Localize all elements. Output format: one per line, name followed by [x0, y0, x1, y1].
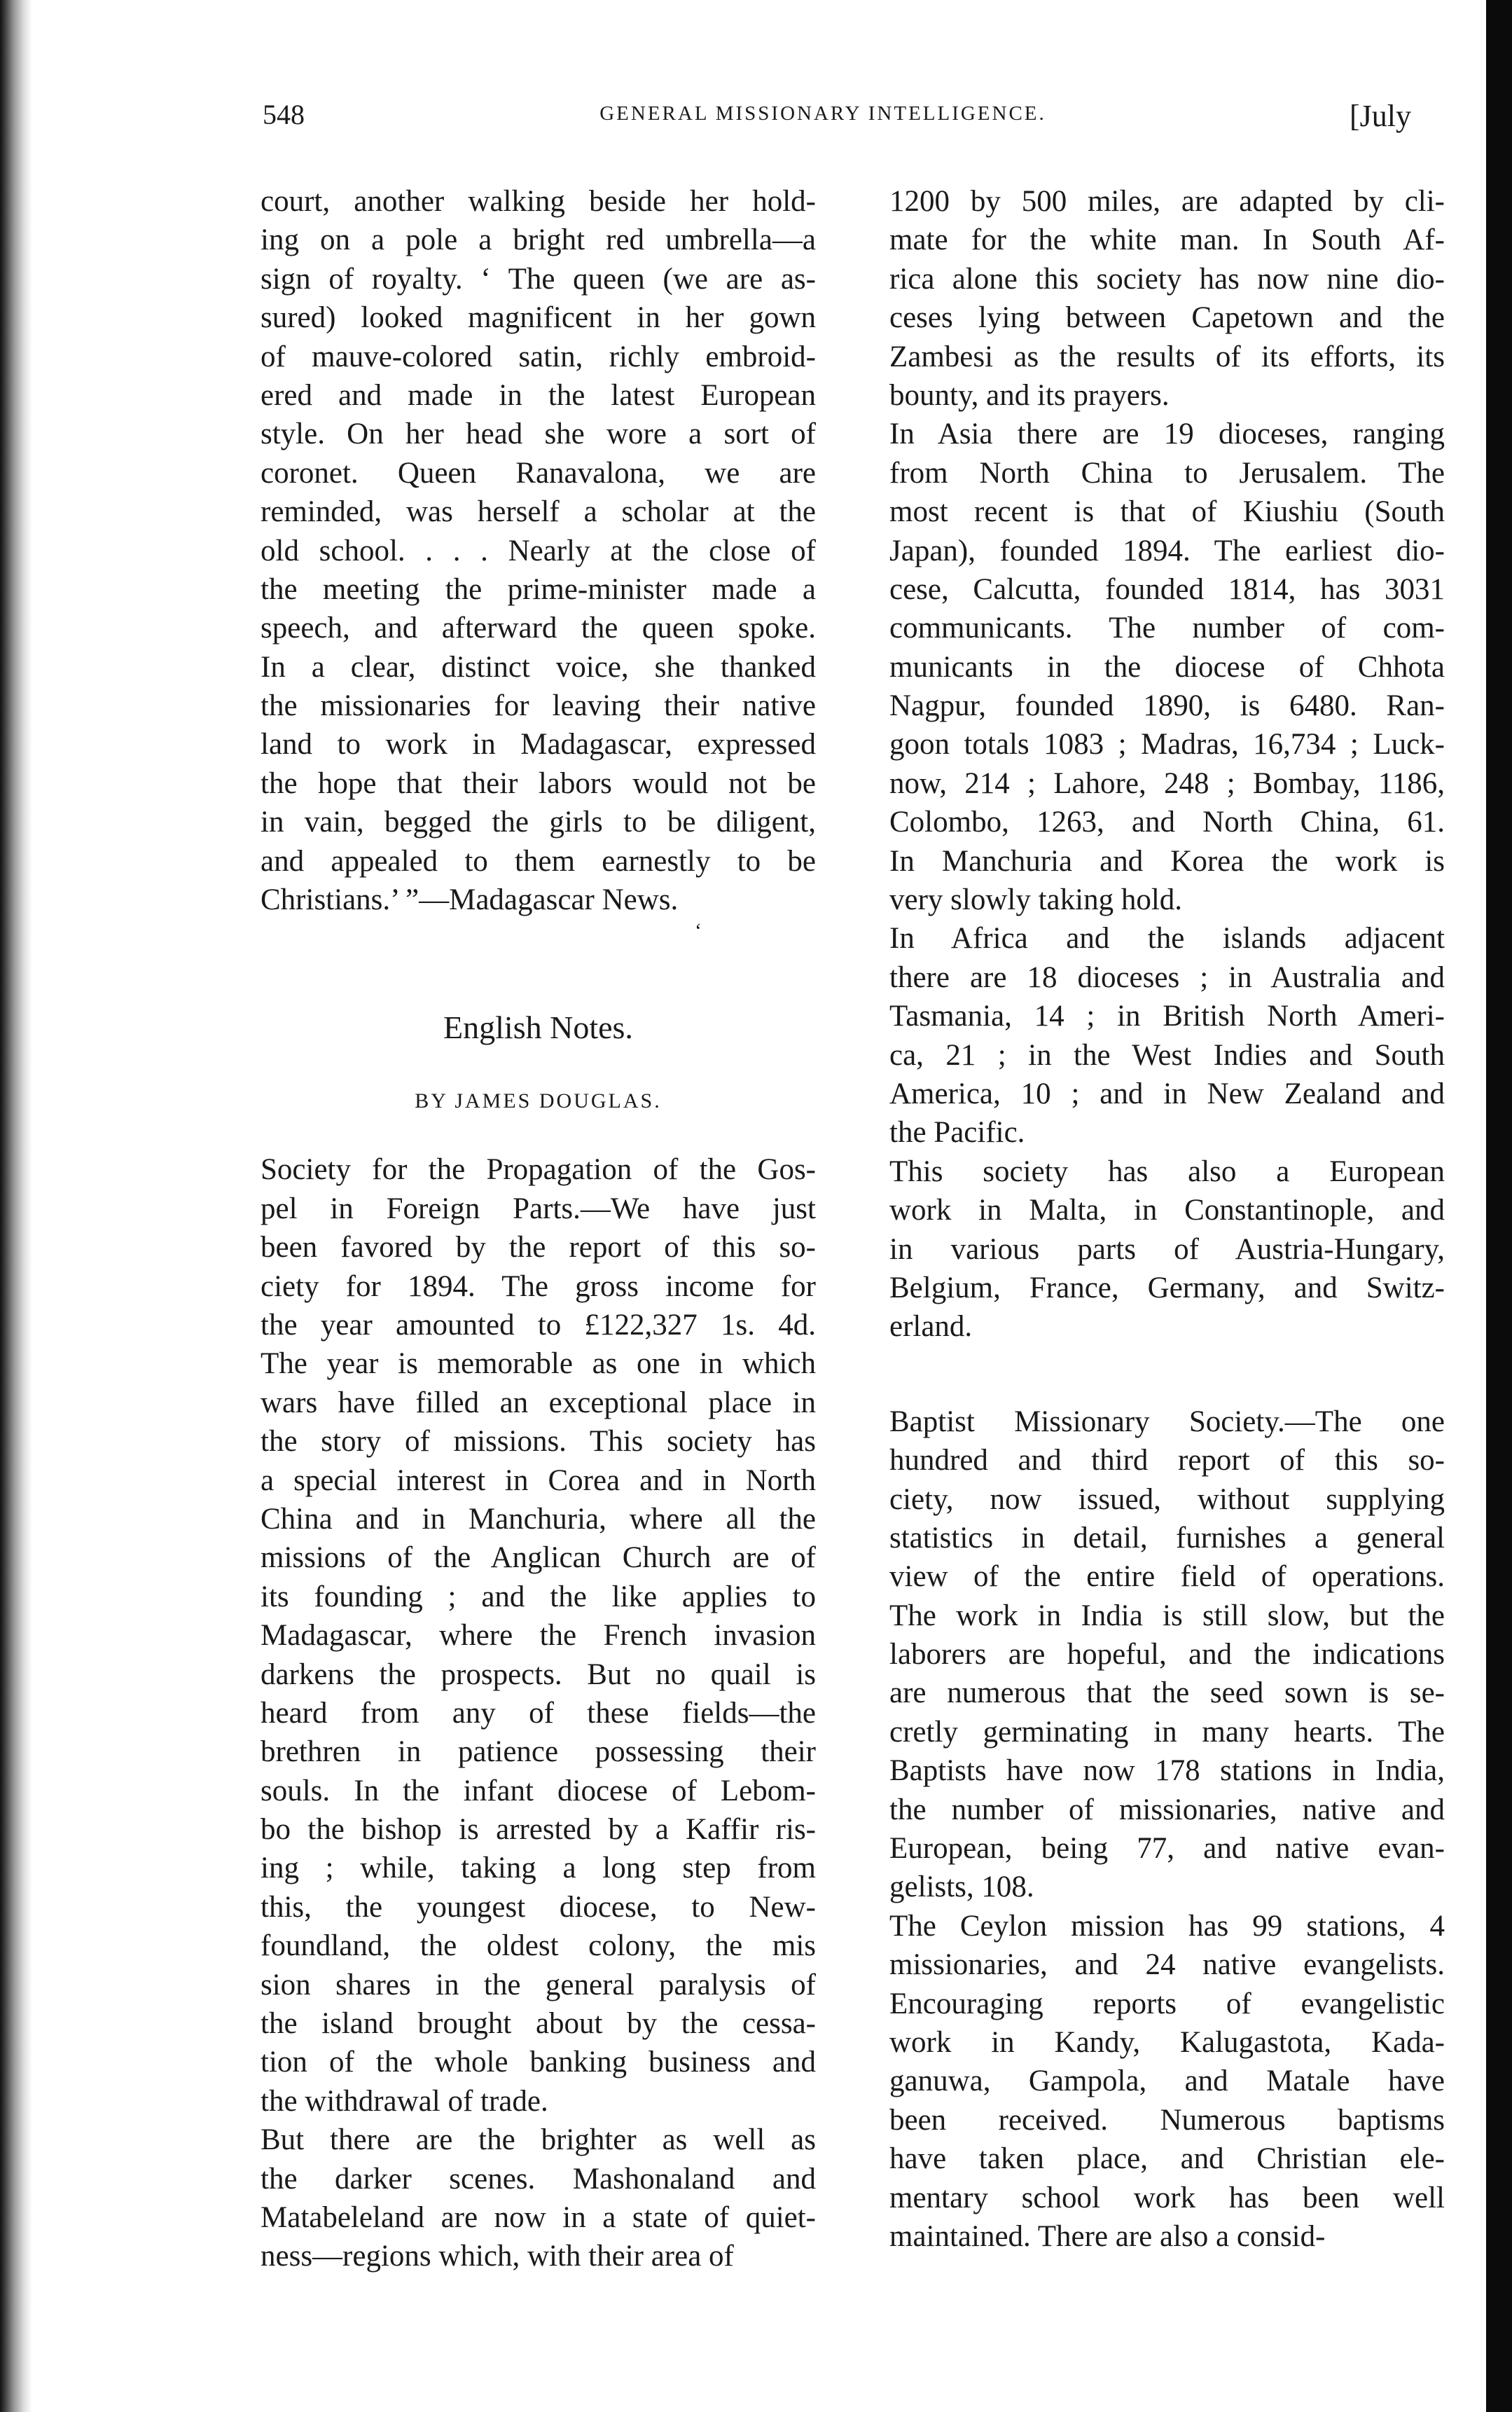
text-line: been received. Numerous baptisms: [889, 2103, 1445, 2137]
text-line: and appealed to them earnestly to be: [261, 844, 816, 878]
text-line: America, 10 ; and in New Zealand and: [889, 1077, 1445, 1110]
text-line: are numerous that the seed sown is se-: [889, 1676, 1445, 1710]
text-line: ing ; while, taking a long step from: [261, 1852, 816, 1885]
text-line: ness—regions which, with their area of: [261, 2240, 734, 2273]
text-line: reminded, was herself a scholar at the: [261, 495, 816, 529]
running-title: GENERAL MISSIONARY INTELLIGENCE.: [599, 102, 1046, 125]
text-line: Encouraging reports of evangelistic: [889, 1987, 1445, 2020]
text-line: foundland, the oldest colony, the mis: [261, 1929, 816, 1963]
text-line: Madagascar, where the French invasion: [261, 1619, 816, 1653]
text-line: laborers are hopeful, and the indications: [889, 1638, 1445, 1672]
text-line: in vain, begged the girls to be diligent,: [261, 806, 816, 839]
text-line: missions of the Anglican Church are of: [261, 1541, 816, 1575]
text-line: Zambesi as the results of its efforts, its: [889, 340, 1445, 373]
text-line: heard from any of these fields—the: [261, 1696, 816, 1730]
text-line: Colombo, 1263, and North China, 61.: [889, 806, 1445, 839]
page-header: [263, 98, 1411, 140]
text-line: there are 18 dioceses ; in Australia and: [889, 960, 1445, 994]
text-line: pel in Foreign Parts.—We have just: [261, 1192, 816, 1225]
text-line: European, being 77, and native evan-: [889, 1832, 1445, 1866]
text-line: most recent is that of Kiushiu (South: [889, 495, 1445, 529]
text-line: The Ceylon mission has 99 stations, 4: [889, 1909, 1445, 1943]
text-line: communicants. The number of com-: [889, 612, 1445, 645]
text-line: Belgium, France, Germany, and Switz-: [889, 1271, 1445, 1304]
stray-mark: ‘: [695, 919, 702, 943]
section-heading: English Notes.: [443, 1009, 633, 1046]
text-line: bounty, and its prayers.: [889, 378, 1170, 412]
text-line: the darker scenes. Mashonaland and: [261, 2162, 816, 2196]
spacer: [261, 1052, 816, 1080]
text-line: the number of missionaries, native and: [889, 1793, 1445, 1826]
text-line: speech, and afterward the queen spoke.: [261, 612, 816, 645]
issue-month: [July: [1350, 99, 1411, 133]
spacer: [261, 1122, 816, 1150]
text-line: ganuwa, Gampola, and Matale have: [889, 2065, 1445, 2098]
text-line: cretly germinating in many hearts. The: [889, 1715, 1445, 1749]
text-line: But there are the brighter as well as: [261, 2123, 816, 2157]
text-line: now, 214 ; Lahore, 248 ; Bombay, 1186,: [889, 766, 1445, 800]
text-line: ca, 21 ; in the West Indies and South: [889, 1038, 1445, 1072]
text-line: work in Kandy, Kalugastota, Kada-: [889, 2025, 1445, 2059]
right-column: [889, 182, 1445, 2256]
text-line: this, the youngest diocese, to New-: [261, 1890, 816, 1924]
text-line: old school. . . . Nearly at the close of: [261, 534, 816, 567]
text-line: In a clear, distinct voice, she thanked: [261, 650, 816, 684]
text-line: wars have filled an exceptional place in: [261, 1386, 816, 1419]
diocese-statistics: [889, 182, 1445, 1346]
text-line: the meeting the prime-minister made a: [261, 572, 816, 606]
text-line: very slowly taking hold.: [889, 883, 1183, 917]
text-line: bo the bishop is arrested by a Kaffir ris-: [261, 1813, 816, 1847]
text-line: goon totals 1083 ; Madras, 16,734 ; Luck-: [889, 728, 1445, 761]
spacer: [261, 947, 816, 1003]
text-line: the hope that their labors would not be: [261, 766, 816, 800]
text-line: land to work in Madagascar, expressed: [261, 728, 816, 761]
text-line: brethren in patience possessing their: [261, 1735, 816, 1769]
text-line: the withdrawal of trade.: [261, 2084, 548, 2118]
text-line: Baptists have now 178 stations in India,: [889, 1754, 1445, 1788]
scan-right-edge: [1486, 0, 1512, 2412]
text-line: ered and made in the latest European: [261, 378, 816, 412]
text-line: cese, Calcutta, founded 1814, has 3031: [889, 572, 1445, 606]
text-line: the year amounted to £122,327 1s. 4d.: [261, 1308, 816, 1342]
text-line: Japan), founded 1894. The earliest dio-: [889, 534, 1445, 567]
text-line: court, another walking beside her hold-: [261, 185, 816, 218]
text-line: Baptist Missionary Society.—The one: [889, 1405, 1445, 1438]
text-line: mentary school work has been well: [889, 2181, 1445, 2214]
text-line: the island brought about by the cessa-: [261, 2007, 816, 2041]
text-line: the Pacific.: [889, 1116, 1025, 1150]
text-line: statistics in detail, furnishes a general: [889, 1521, 1445, 1555]
page-number: 548: [263, 99, 305, 130]
text-line: missionaries, and 24 native evangelists.: [889, 1948, 1445, 1982]
text-line: This society has also a European: [889, 1155, 1445, 1188]
text-line: in various parts of Austria-Hungary,: [889, 1232, 1445, 1266]
text-line: Tasmania, 14 ; in British North Ameri-: [889, 1000, 1445, 1033]
text-line: 1200 by 500 miles, are adapted by cli-: [889, 185, 1445, 218]
text-line: Society for the Propagation of the Gos-: [261, 1153, 816, 1187]
text-line: been favored by the report of this so-: [261, 1231, 816, 1264]
text-line: In Manchuria and Korea the work is: [889, 844, 1445, 878]
text-line: ing on a pole a bright red umbrella—a: [261, 223, 816, 257]
baptist-society-report: [889, 1403, 1445, 2256]
text-line: gelists, 108.: [889, 1870, 1034, 1904]
text-line: The year is memorable as one in which: [261, 1347, 816, 1381]
text-line: ciety, now issued, without supplying: [889, 1482, 1445, 1516]
text-line: Nagpur, founded 1890, is 6480. Ran-: [889, 689, 1445, 723]
text-line: rica alone this society has now nine dio-: [889, 262, 1445, 296]
text-line: Christians.’ ”—Madagascar News.: [261, 883, 679, 917]
text-line: view of the entire field of operations.: [889, 1560, 1445, 1594]
text-line: Matabeleland are now in a state of quiet-: [261, 2200, 816, 2234]
text-line: style. On her head she wore a sort of: [261, 418, 816, 451]
scan-left-edge: [0, 0, 32, 2412]
text-line: sign of royalty. ‘ The queen (we are as-: [261, 262, 816, 296]
text-line: darkens the prospects. But no quail is: [261, 1658, 816, 1691]
text-line: coronet. Queen Ranavalona, we are: [261, 456, 816, 490]
text-line: its founding ; and the like applies to: [261, 1580, 816, 1613]
text-line: of mauve-colored satin, richly embroid-: [261, 340, 816, 373]
text-line: municants in the diocese of Chhota: [889, 650, 1445, 684]
text-line: work in Malta, in Constantinople, and: [889, 1194, 1445, 1227]
text-line: In Asia there are 19 dioceses, ranging: [889, 418, 1445, 451]
text-line: In Africa and the islands adjacent: [889, 922, 1445, 956]
text-line: from North China to Jerusalem. The: [889, 456, 1445, 490]
text-line: ceses lying between Capetown and the: [889, 301, 1445, 335]
text-line: maintained. There are also a consid-: [889, 2219, 1326, 2253]
text-line: sion shares in the general paralysis of: [261, 1968, 816, 2001]
text-line: China and in Manchuria, where all the: [261, 1502, 816, 1536]
text-line: erland.: [889, 1310, 973, 1344]
text-line: have taken place, and Christian ele-: [889, 2142, 1445, 2176]
text-line: The work in India is still slow, but the: [889, 1599, 1445, 1632]
text-line: the story of missions. This society has: [261, 1425, 816, 1459]
text-line: hundred and third report of this so-: [889, 1444, 1445, 1477]
left-column: [261, 182, 816, 2276]
byline: BY JAMES DOUGLAS.: [415, 1089, 662, 1113]
spacer: [889, 1346, 1445, 1403]
text-line: mate for the white man. In South Af-: [889, 223, 1445, 257]
text-line: sured) looked magnificent in her gown: [261, 301, 816, 335]
intro-paragraph: [261, 182, 816, 919]
text-line: souls. In the infant diocese of Lebom-: [261, 1774, 816, 1807]
text-line: the missionaries for leaving their native: [261, 689, 816, 723]
article-body: [261, 1150, 816, 2275]
text-line: a special interest in Corea and in North: [261, 1463, 816, 1497]
text-line: tion of the whole banking business and: [261, 2046, 816, 2079]
text-line: ciety for 1894. The gross income for: [261, 1269, 816, 1303]
